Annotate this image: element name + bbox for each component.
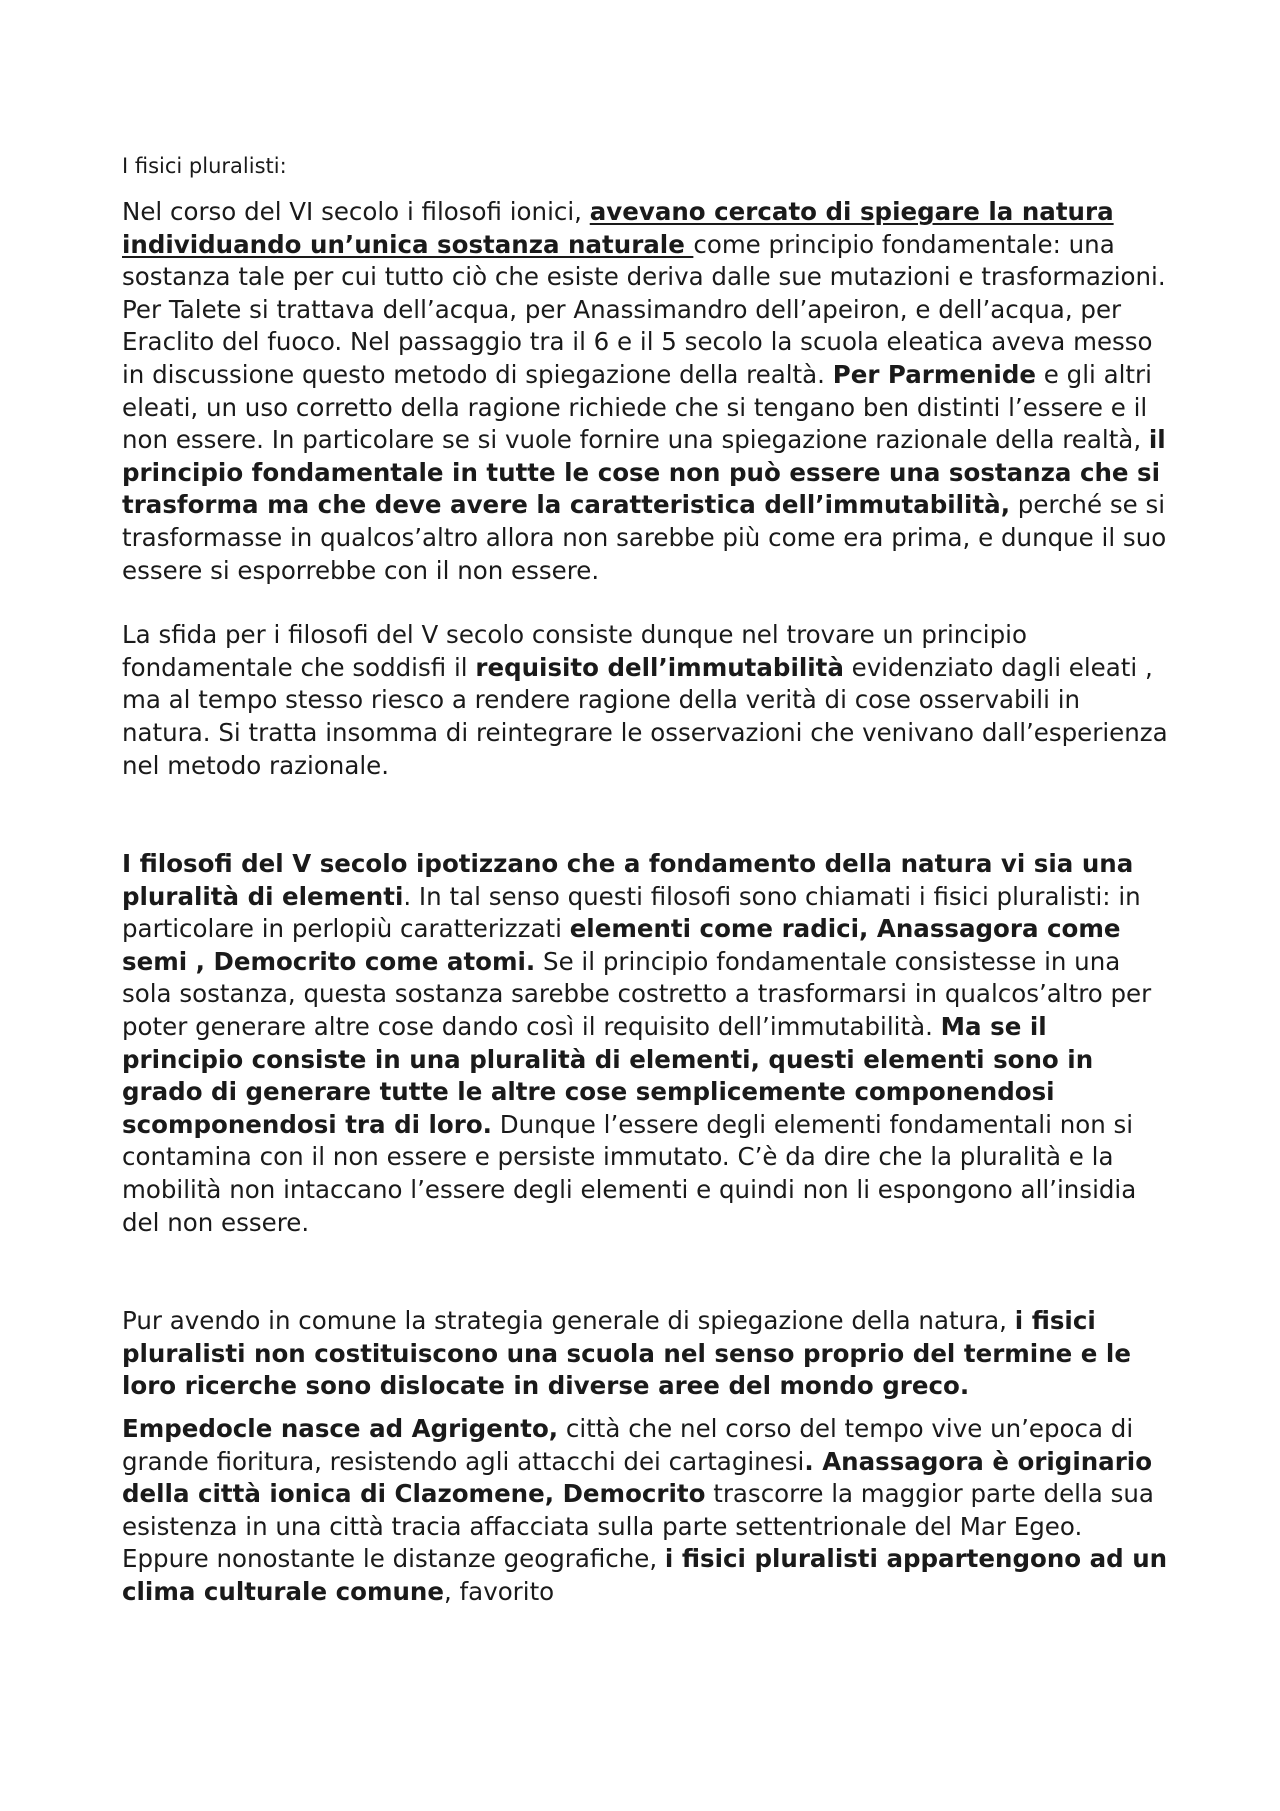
paragraph-2 — [122, 619, 1168, 782]
paragraph-4 — [122, 1305, 1168, 1403]
text-run-bold: Ma se il principio consiste in una pluralità di elementi, questi elementi sono in grado di generare tutte le altre cose semplicemente componendosi scomponendosi tra di loro. — [122, 1012, 1094, 1139]
text-run-bold: requisito dell’immutabilità — [475, 652, 844, 682]
paragraph-3 — [122, 848, 1168, 1239]
text-run: evidenziato dagli eleati , ma al tempo stesso riesco a rendere ragione della verità di cose osservabili in natura. Si tratta insomma di reintegrare le osservazioni che venivano dall’esperienza nel metodo razionale. — [122, 652, 1168, 780]
paragraph-1 — [122, 196, 1168, 587]
text-run-bold-underline: avevano cercato di spiegare la natura individuando un’unica sostanza naturale — [122, 197, 1114, 259]
text-run-bold: i fisici pluralisti non costituiscono una scuola nel senso proprio del termine e le loro ricerche sono dislocate in diverse aree del mondo greco. — [122, 1306, 1131, 1401]
text-run-bold: elementi come radici, Anassagora come semi , Democrito come atomi. — [122, 914, 1121, 976]
text-run: trascorre la maggior parte della sua esistenza in una città tracia affacciata sulla parte settentrionale del Mar Egeo. Eppure nonostante le distanze geografiche, — [122, 1479, 1154, 1574]
blank-line — [122, 782, 1168, 848]
text-run: come principio fondamentale: una sostanza tale per cui tutto ciò che esiste deriva dalle sue mutazioni e trasformazioni. Per Talete si trattava dell’acqua, per Anassimandro dell’apeiron, e dell’acqua, per Eraclito del fuoco. Nel passaggio tra il 6 e il 5 secolo la scuola eleatica aveva messo in discussione questo metodo di spiegazione della realtà. — [122, 229, 1166, 389]
blank-line — [122, 587, 1168, 619]
text-run-bold: I filosofi del V secolo ipotizzano che a fondamento della natura vi sia una pluralità di elementi — [122, 849, 1134, 911]
text-run: La sfida per i filosofi del V secolo consiste dunque nel trovare un principio fondamentale che soddisfi il — [122, 620, 1027, 682]
text-run-bold: . Anassagora è originario della città ionica di Clazomene, Democrito — [122, 1446, 1153, 1509]
blank-line — [122, 1239, 1168, 1305]
paragraph-5 — [122, 1413, 1168, 1609]
document-title: I fisici pluralisti: — [122, 154, 287, 178]
text-run: , favorito — [443, 1576, 555, 1606]
text-run-bold: i fisici pluralisti appartengono ad un clima culturale comune — [122, 1544, 1168, 1606]
paragraph-spacing — [122, 1403, 1168, 1413]
text-run: . In tal senso questi filosofi sono chiamati i fisici pluralisti: in particolare in perlopiù caratterizzati — [122, 881, 1141, 944]
text-run: Dunque l’essere degli elementi fondamentali non si contamina con il non essere e persiste immutato. C’è da dire che la pluralità e la mobilità non intaccano l’essere degli elementi e quindi non li espongono all’insidia del non essere. — [122, 1109, 1137, 1237]
text-run-bold: Empedocle nasce ad Agrigento, — [122, 1414, 559, 1443]
text-run: Nel corso del VI secolo i filosofi ionici, — [122, 197, 590, 226]
text-run: Pur avendo in comune la strategia generale di spiegazione della natura, — [122, 1306, 1015, 1336]
document-page — [122, 150, 1168, 1609]
text-run-bold: Per Parmenide — [832, 359, 1036, 389]
text-run: perché se si trasformasse in qualcos’altro allora non sarebbe più come era prima, e dunque il suo essere si esporrebbe con il non essere. — [122, 490, 1167, 585]
text-run: città che nel corso del tempo vive un’epoca di grande fioritura, resistendo agli attacchi dei cartaginesi — [122, 1414, 1134, 1476]
text-run-bold: il principio fondamentale in tutte le cose non può essere una sostanza che si trasforma ma che deve avere la caratteristica dell’immutabilità, — [122, 425, 1166, 520]
text-run: e gli altri eleati, un uso corretto della ragione richiede che si tengano ben distinti l’essere e il non essere. In particolare se si vuole fornire una spiegazione razionale della realtà, — [122, 359, 1152, 455]
text-run: Se il principio fondamentale consistesse in una sola sostanza, questa sostanza sarebbe costretto a trasformarsi in qualcos’altro per poter generare altre cose dando così il requisito dell’immutabilità. — [122, 946, 1152, 1042]
